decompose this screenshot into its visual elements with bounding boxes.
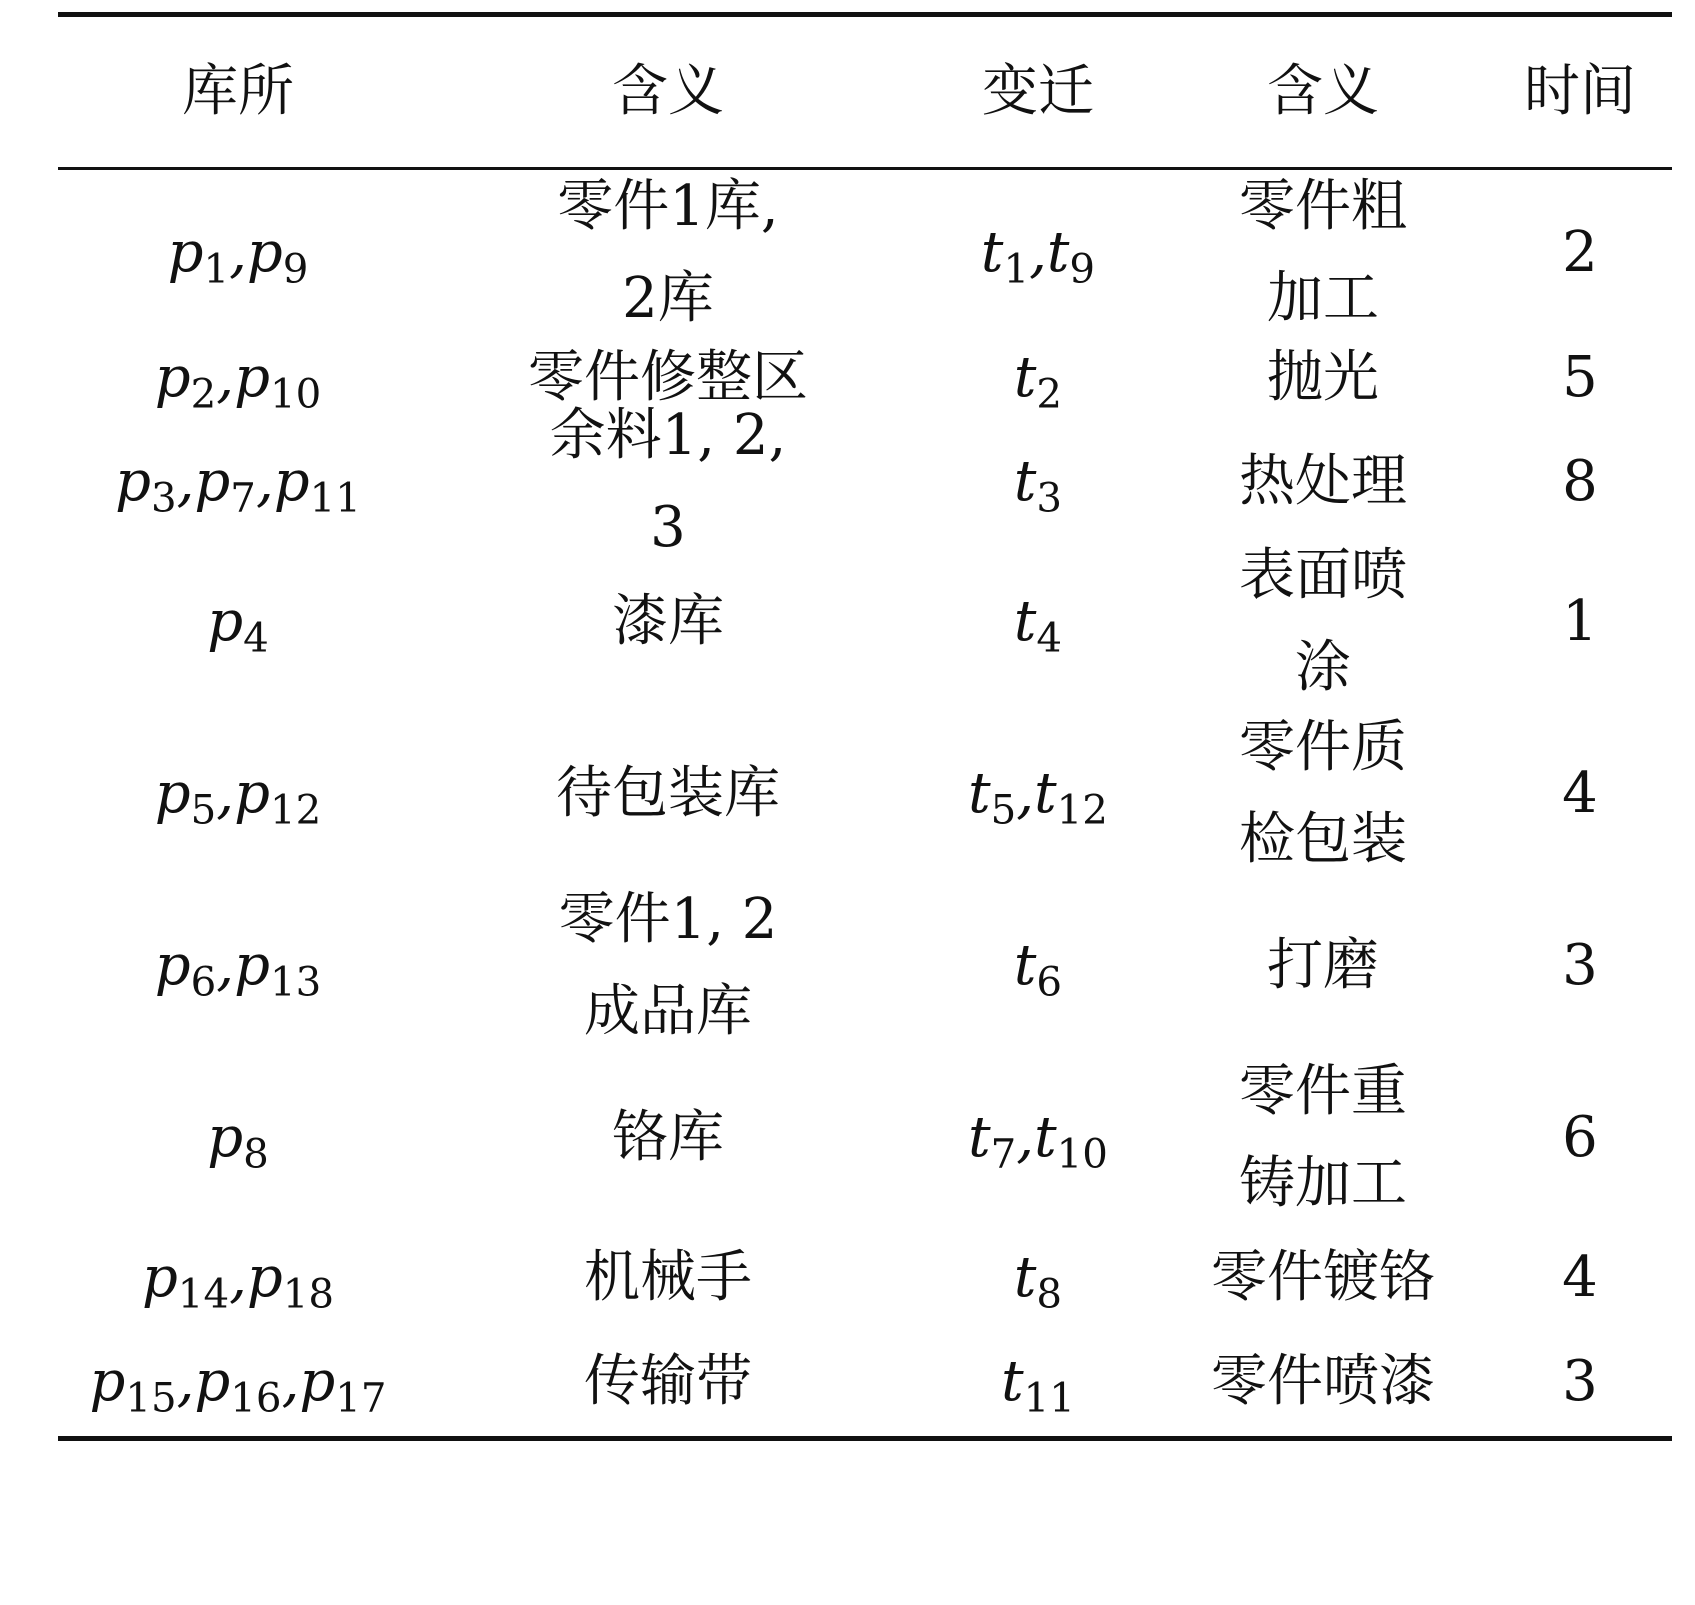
math-symbol: $t_4$ — [1013, 589, 1063, 662]
transition-meaning-cell — [1158, 920, 1488, 1012]
math-symbol: $t_6$ — [1013, 933, 1063, 1006]
place-cell: $p_{15}$ , $p_{16}$ , $p_{17}$ — [58, 1336, 418, 1428]
place-cell: $p_2$ , $p_{10}$ — [58, 332, 418, 424]
transition-cell — [918, 436, 1158, 528]
place-meaning-cell — [418, 390, 918, 574]
transition-meaning-text: 打磨 — [1267, 933, 1379, 998]
transition-meaning-cell — [1158, 1232, 1488, 1324]
transition-meaning-cell — [1158, 1336, 1488, 1428]
transition-cell — [918, 920, 1158, 1012]
table-row — [58, 1332, 1672, 1432]
table-row — [58, 174, 1672, 331]
math-symbol: $t_{11}$ — [1001, 1349, 1075, 1422]
math-symbol: $p_4$ — [207, 589, 269, 662]
time-cell: 4 — [1562, 761, 1598, 826]
transition-cell: $t_7$ , $t_{10}$ — [918, 1092, 1158, 1184]
place-meaning-text: 漆库 — [612, 589, 724, 654]
math-symbol: $t_8$ — [1013, 1245, 1063, 1318]
place-cell — [58, 1092, 418, 1184]
place-cell: $p_{14}$ , $p_{18}$ — [58, 1232, 418, 1324]
place-cell: $p_3$ , $p_7$ , $p_{11}$ — [58, 436, 418, 528]
header-transition: 变迁 — [982, 59, 1094, 124]
header-time: 时间 — [1524, 59, 1636, 124]
table-body — [58, 170, 1672, 1436]
bottom-rule — [58, 1436, 1672, 1441]
transition-meaning-cell — [1158, 1046, 1488, 1230]
place-meaning-text: 机械手 — [584, 1245, 752, 1310]
place-meaning-text: 零件1, 2成品库 — [558, 887, 778, 1044]
math-symbol: $p_2$ — [154, 345, 217, 418]
transition-meaning-text: 零件质检包装 — [1239, 715, 1407, 872]
transition-meaning-cell — [1158, 436, 1488, 528]
table-row — [58, 403, 1672, 560]
transition-meaning-cell — [1158, 702, 1488, 886]
place-meaning-cell — [418, 161, 918, 345]
math-symbol: $p_8$ — [207, 1105, 269, 1178]
math-symbol: $t_1$ — [980, 220, 1030, 293]
math-symbol: $p_{14}$ — [141, 1245, 230, 1318]
math-symbol: $p_5$ — [154, 761, 217, 834]
place-meaning-text: 传输带 — [584, 1349, 752, 1414]
time-cell: 1 — [1562, 589, 1598, 654]
transition-meaning-text: 抛光 — [1267, 345, 1379, 410]
math-symbol: $p_{13}$ — [234, 933, 322, 1006]
transition-meaning-cell — [1158, 530, 1488, 714]
table-row — [58, 708, 1672, 880]
data-table — [58, 12, 1672, 1441]
math-symbol: $t_{10}$ — [1034, 1105, 1108, 1178]
math-symbol: $p_6$ — [154, 933, 217, 1006]
transition-meaning-cell — [1158, 332, 1488, 424]
transition-meaning-text: 零件重铸加工 — [1239, 1059, 1407, 1216]
time-cell: 6 — [1562, 1105, 1598, 1170]
transition-meaning-text: 零件粗加工 — [1239, 174, 1407, 331]
math-symbol: $t_7$ — [968, 1105, 1017, 1178]
transition-cell — [918, 576, 1158, 668]
place-meaning-text: 零件1库, 2库 — [557, 174, 779, 331]
place-meaning-cell — [418, 1232, 918, 1324]
transition-meaning-cell — [1158, 161, 1488, 345]
math-symbol: $p_1$ — [167, 220, 230, 293]
place-meaning-text: 待包装库 — [556, 761, 780, 826]
place-cell: $p_1$ , $p_9$ — [58, 207, 418, 299]
place-cell — [58, 576, 418, 668]
place-cell: $p_6$ , $p_{13}$ — [58, 920, 418, 1012]
place-meaning-text: 余料1, 2, 3 — [549, 403, 787, 560]
transition-cell — [918, 332, 1158, 424]
place-meaning-cell — [418, 1092, 918, 1184]
math-symbol: $p_{11}$ — [273, 449, 361, 522]
time-cell: 2 — [1562, 220, 1598, 285]
table-row — [58, 1224, 1672, 1332]
place-cell: $p_5$ , $p_{12}$ — [58, 748, 418, 840]
math-symbol: $p_{17}$ — [299, 1349, 387, 1422]
time-cell: 4 — [1562, 1245, 1598, 1310]
table-row — [58, 880, 1672, 1052]
math-symbol: $p_{15}$ — [89, 1349, 177, 1422]
math-symbol: $p_{12}$ — [234, 761, 322, 834]
time-cell: 3 — [1562, 933, 1598, 998]
table-row — [58, 1052, 1672, 1224]
place-meaning-text: 零件修整区 — [528, 345, 808, 410]
math-symbol: $t_2$ — [1013, 345, 1063, 418]
transition-meaning-text: 表面喷涂 — [1239, 543, 1407, 700]
transition-cell — [918, 1336, 1158, 1428]
math-symbol: $t_5$ — [968, 761, 1017, 834]
header-place: 库所 — [182, 59, 294, 124]
header-place-meaning: 含义 — [612, 59, 724, 124]
math-symbol: $t_9$ — [1046, 220, 1096, 293]
place-meaning-cell — [418, 748, 918, 840]
transition-meaning-text: 零件镀铬 — [1211, 1245, 1435, 1310]
time-cell: 5 — [1562, 345, 1598, 410]
math-symbol: $t_3$ — [1013, 449, 1063, 522]
math-symbol: $p_{16}$ — [194, 1349, 282, 1422]
header-transition-meaning: 含义 — [1267, 59, 1379, 124]
time-cell: 8 — [1562, 449, 1598, 514]
transition-cell — [918, 1232, 1158, 1324]
math-symbol: $p_9$ — [246, 220, 309, 293]
header-row — [58, 17, 1672, 167]
math-symbol: $t_{12}$ — [1034, 761, 1108, 834]
math-symbol: $p_{10}$ — [234, 345, 322, 418]
place-meaning-cell — [418, 874, 918, 1058]
time-cell: 3 — [1562, 1349, 1598, 1414]
place-meaning-cell — [418, 576, 918, 668]
transition-cell: $t_5$ , $t_{12}$ — [918, 748, 1158, 840]
math-symbol: $p_7$ — [194, 449, 256, 522]
math-symbol: $p_3$ — [115, 449, 177, 522]
place-meaning-text: 铬库 — [612, 1105, 724, 1170]
place-meaning-cell — [418, 1336, 918, 1428]
transition-cell: $t_1$ , $t_9$ — [918, 207, 1158, 299]
transition-meaning-text: 零件喷漆 — [1211, 1349, 1435, 1414]
transition-meaning-text: 热处理 — [1239, 449, 1407, 514]
math-symbol: $p_{18}$ — [246, 1245, 335, 1318]
